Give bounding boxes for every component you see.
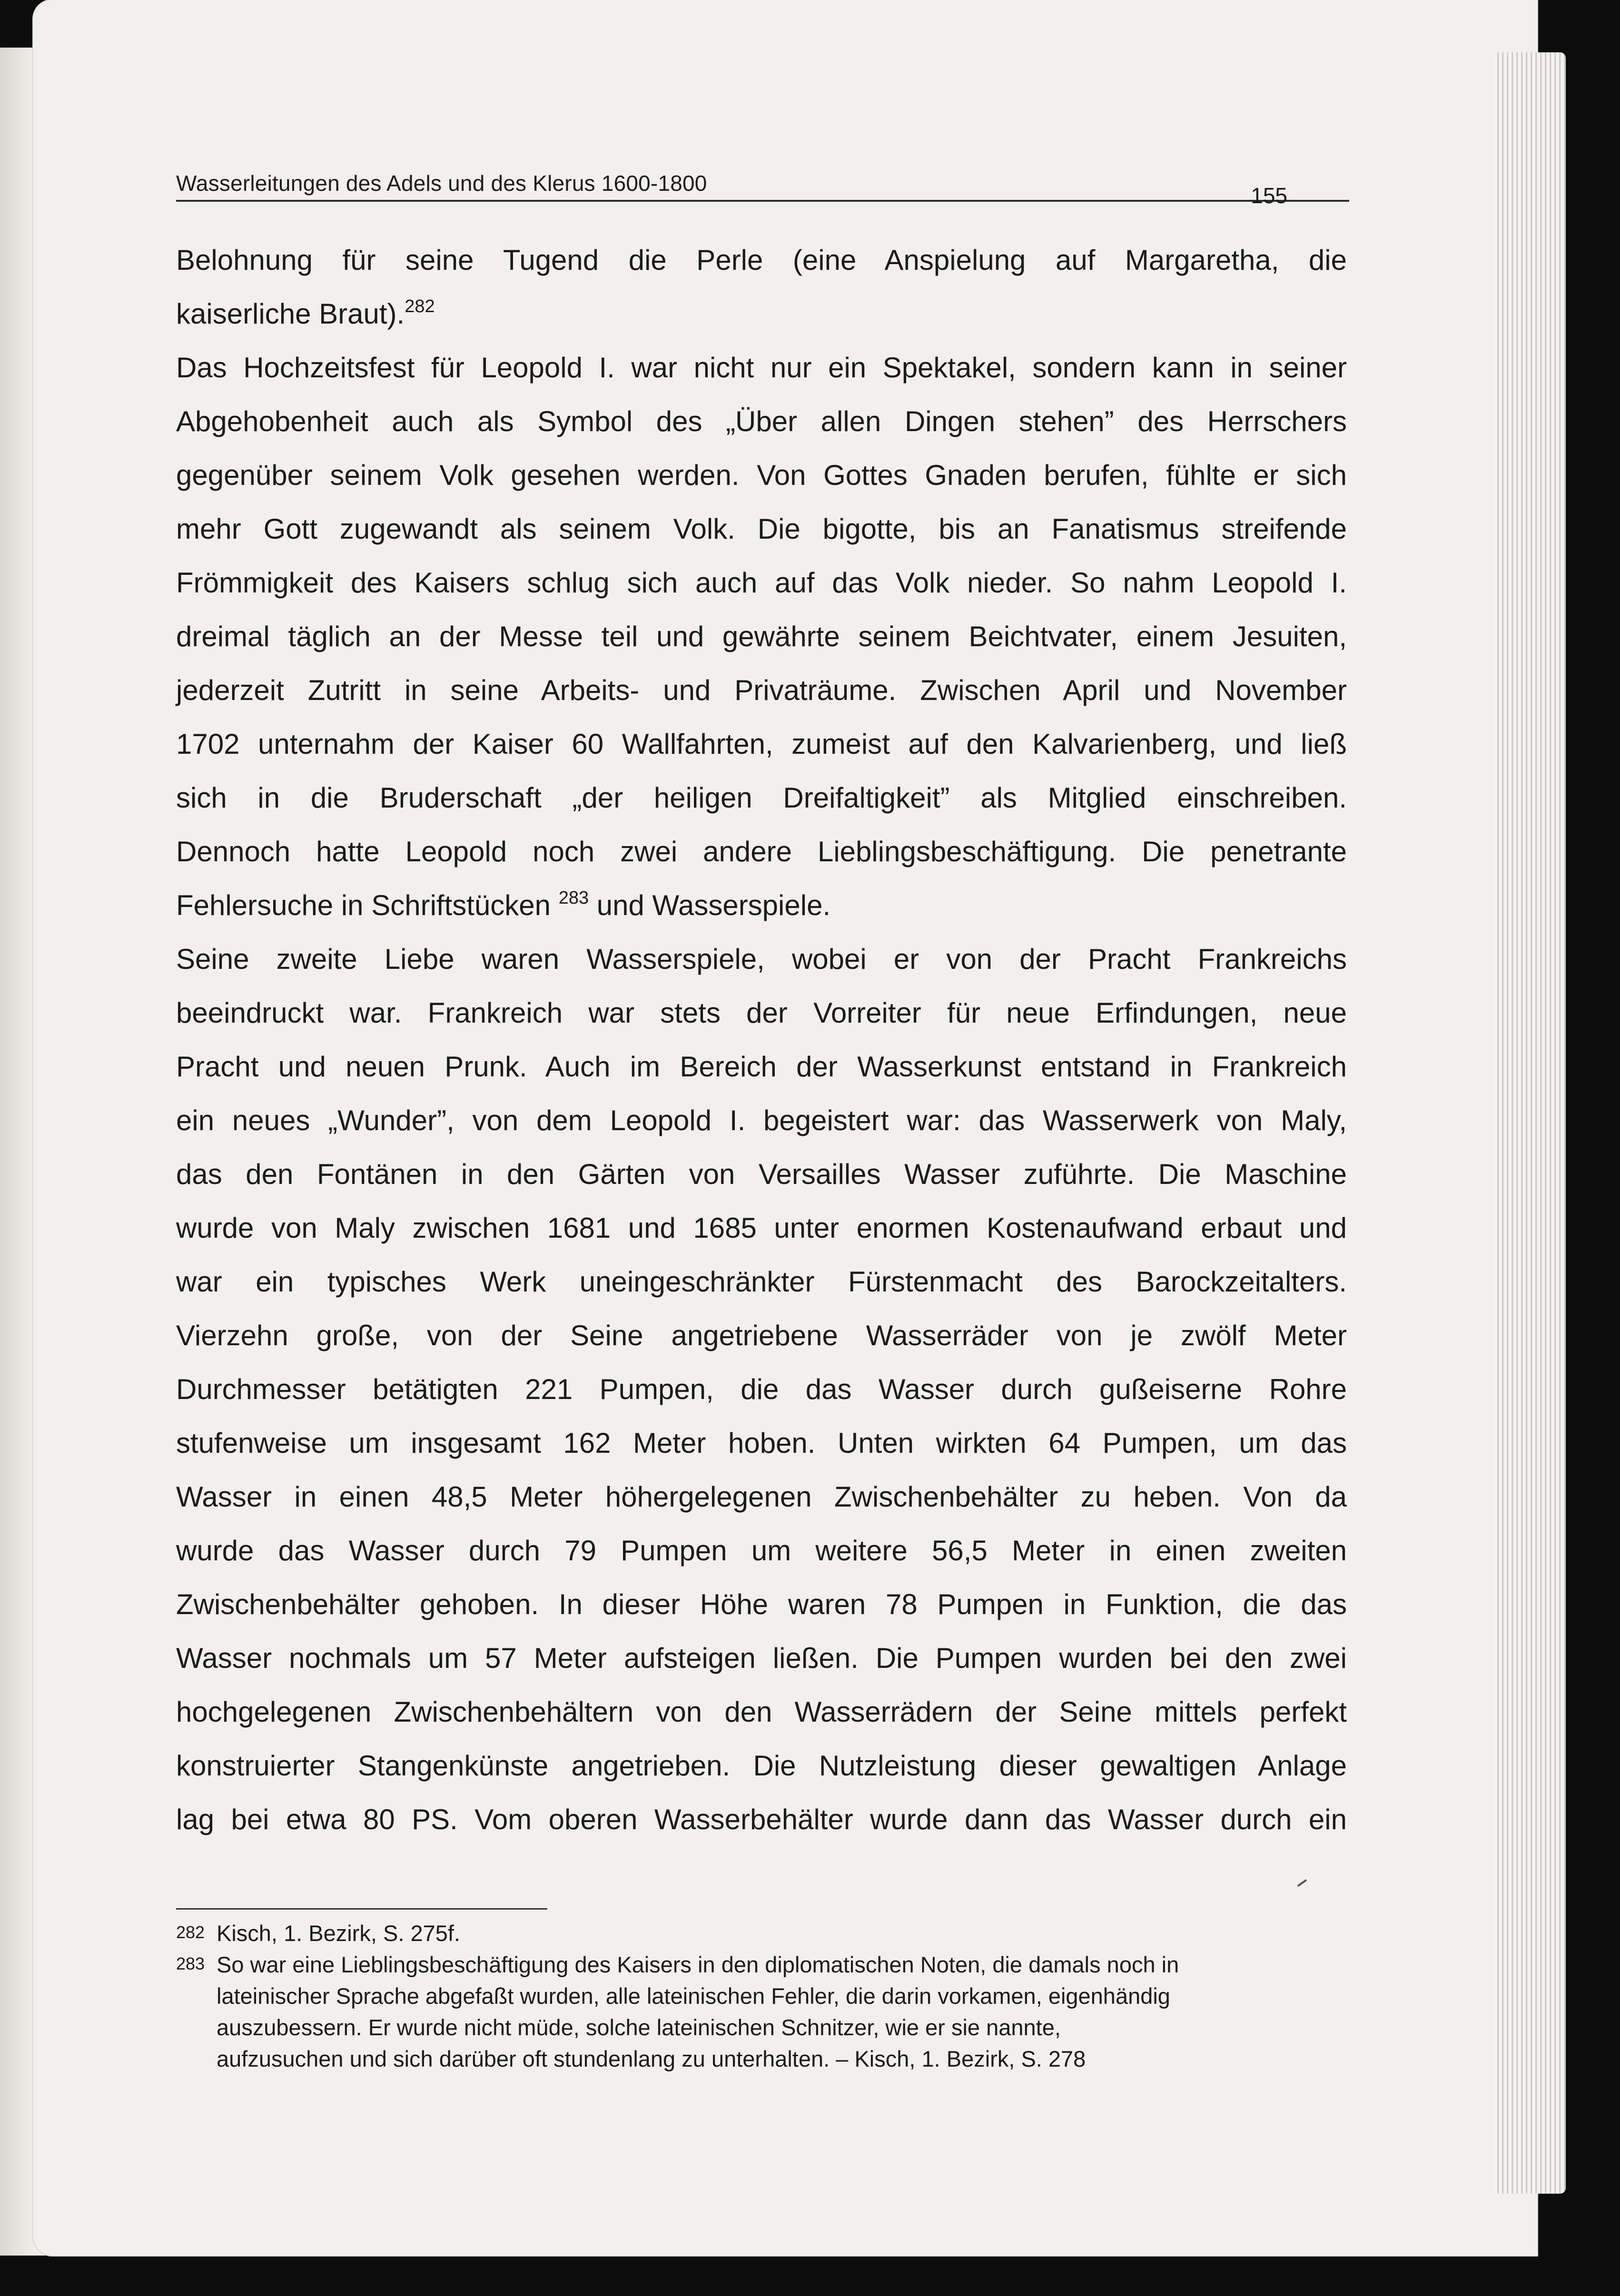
footnote-line: Kisch, 1. Bezirk, S. 275f. — [217, 1921, 460, 1946]
text-line: sich in die Bruderschaft „der heiligen Dreifaltigkeit” als Mitglied einschreiben. — [176, 782, 1347, 814]
text-line: 1702 unternahm der Kaiser 60 Wallfahrten, zumeist auf den Kalvarienberg, und ließ — [176, 728, 1347, 760]
footnote-divider — [176, 1908, 547, 1910]
text-line: Frömmigkeit des Kaisers schlug sich auch auf das Volk nieder. So nahm Leopold I. — [176, 567, 1347, 599]
text-line: Fehlersuche in Schriftstücken $^{283}$ und Wasserspiele. — [176, 888, 831, 921]
footnote-line: So war eine Lieblingsbeschäftigung des Kaisers in den diplomatischen Noten, die damals noch in — [217, 1952, 1179, 1977]
text-line: mehr Gott zugewandt als seinem Volk. Die bigotte, bis an Fanatismus streifende — [176, 513, 1347, 545]
text-line: ein neues „Wunder”, von dem Leopold I. begeistert war: das Wasserwerk von Maly, — [176, 1104, 1347, 1136]
text-line: Abgehobenheit auch als Symbol des „Über allen Dingen stehen” des Herrschers — [176, 405, 1347, 437]
footnote — [176, 1949, 1347, 2075]
footnote-ref: 283 — [558, 888, 589, 908]
page-header — [176, 152, 1349, 208]
text-line: beeindruckt war. Frankreich war stets der Vorreiter für neue Erfindungen, neue — [176, 997, 1347, 1029]
text-line: dreimal täglich an der Messe teil und gewährte seinem Beichtvater, einem Jesuiten, — [176, 621, 1347, 652]
text-line: war ein typisches Werk uneingeschränkter Fürstenmacht des Barockzeitalters. — [176, 1266, 1347, 1298]
text-line: Pracht und neuen Prunk. Auch im Bereich der Wasserkunst entstand in Frankreich — [176, 1051, 1347, 1083]
running-title: Wasserleitungen des Adels und des Klerus 1600-1800 — [176, 171, 707, 196]
footnote-line: lateinischer Sprache abgefaßt wurden, alle lateinischen Fehler, die darin vorkamen, eigenhändig — [217, 1983, 1170, 2009]
text-line: wurde von Maly zwischen 1681 und 1685 unter enormen Kostenaufwand erbaut und — [176, 1212, 1347, 1244]
text-line: Durchmesser betätigten 221 Pumpen, die das Wasser durch gußeiserne Rohre — [176, 1373, 1347, 1405]
text-line: Belohnung für seine Tugend die Perle (eine Anspielung auf Margaretha, die — [176, 244, 1347, 276]
text-line: wurde das Wasser durch 79 Pumpen um weitere 56,5 Meter in einen zweiten — [176, 1535, 1347, 1567]
footnote-line: auszubessern. Er wurde nicht müde, solche lateinischen Schnitzer, wie er sie nannte, — [217, 2015, 1061, 2040]
footnote-ref: 282 — [405, 296, 435, 316]
text-line: konstruierter Stangenkünste angetrieben. Die Nutzleistung dieser gewaltigen Anlage — [176, 1750, 1347, 1782]
text-line: Dennoch hatte Leopold noch zwei andere Lieblingsbeschäftigung. Die penetrante — [176, 836, 1347, 867]
text-line: Das Hochzeitsfest für Leopold I. war nicht nur ein Spektakel, sondern kann in seiner — [176, 352, 1347, 384]
text-line: Zwischenbehälter gehoben. In dieser Höhe waren 78 Pumpen in Funktion, die das — [176, 1588, 1347, 1620]
text-line: Seine zweite Liebe waren Wasserspiele, wobei er von der Pracht Frankreichs — [176, 943, 1347, 975]
text-line: hochgelegenen Zwischenbehältern von den Wasserrädern der Seine mittels perfekt — [176, 1696, 1347, 1728]
text-line: jederzeit Zutritt in seine Arbeits- und Privaträume. Zwischen April und November — [176, 674, 1347, 706]
footnote-number: 283 — [176, 1954, 205, 1973]
text-line: Wasser nochmals um 57 Meter aufsteigen ließen. Die Pumpen wurden bei den zwei — [176, 1642, 1347, 1674]
text-line: stufenweise um insgesamt 162 Meter hoben. Unten wirkten 64 Pumpen, um das — [176, 1427, 1347, 1459]
text-line: Vierzehn große, von der Seine angetriebene Wasserräder von je zwölf Meter — [176, 1320, 1347, 1351]
text-line: das den Fontänen in den Gärten von Versailles Wasser zuführte. Die Maschine — [176, 1158, 1347, 1190]
footnote-line: aufzusuchen und sich darüber oft stundenlang zu unterhalten. – Kisch, 1. Bezirk, S. 278 — [217, 2046, 1086, 2071]
body-text — [176, 233, 1347, 1846]
page-number: 155 — [1251, 183, 1287, 208]
footnote-number: 282 — [176, 1922, 205, 1942]
text-line: lag bei etwa 80 PS. Vom oberen Wasserbehälter wurde dann das Wasser durch ein — [176, 1803, 1347, 1835]
page-edges — [1494, 52, 1566, 2194]
footnote — [176, 1918, 1347, 1949]
text-line: kaiserliche Braut).$^{282}$ — [176, 296, 435, 330]
footnotes — [176, 1918, 1347, 2075]
text-line: gegenüber seinem Volk gesehen werden. Von Gottes Gnaden berufen, fühlte er sich — [176, 459, 1347, 491]
text-line: Wasser in einen 48,5 Meter höhergelegenen Zwischenbehälter zu heben. Von da — [176, 1481, 1347, 1513]
